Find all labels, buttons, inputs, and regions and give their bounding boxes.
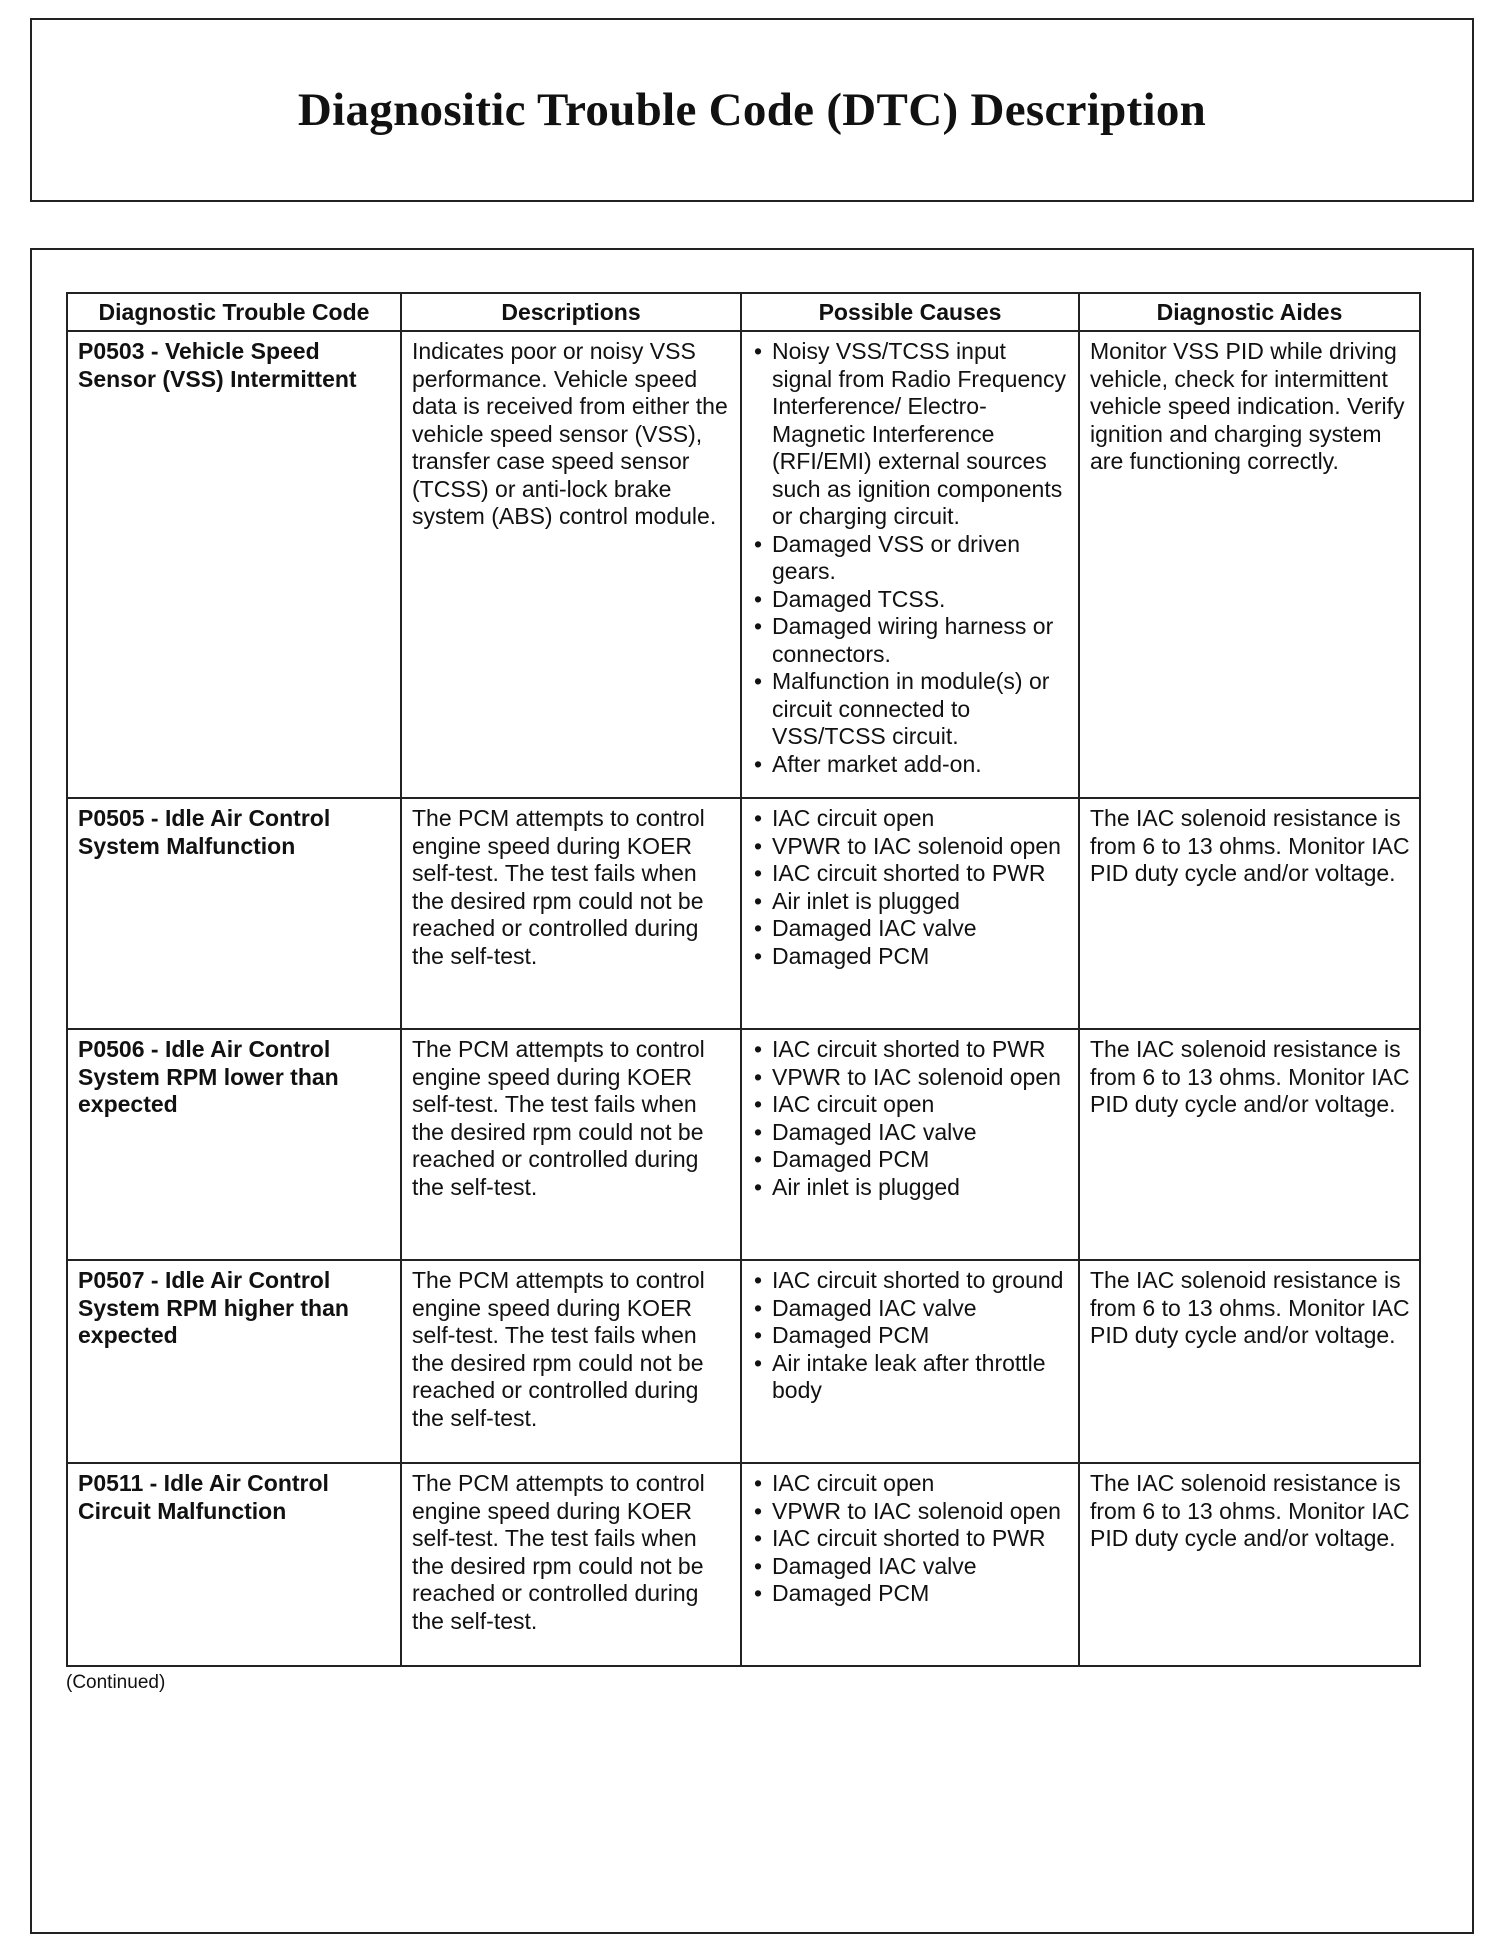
dtc-causes xyxy=(741,798,1079,1029)
header-row xyxy=(67,293,1420,331)
dtc-causes xyxy=(741,1260,1079,1463)
cause-item: • Air inlet is plugged xyxy=(752,888,1070,916)
cause-item: • Damaged IAC valve xyxy=(752,1553,1070,1581)
cause-item: • Air inlet is plugged xyxy=(752,1174,1070,1202)
cause-item: • IAC circuit open xyxy=(752,805,1070,833)
cause-item: • IAC circuit shorted to ground xyxy=(752,1267,1070,1295)
cause-item: • Damaged wiring harness or connectors. xyxy=(752,613,1070,668)
cause-item: • VPWR to IAC solenoid open xyxy=(752,1064,1070,1092)
table-row xyxy=(67,798,1420,1029)
title-box xyxy=(30,18,1474,202)
dtc-description: The PCM attempts to control engine speed during KOER self-test. The test fails when the desired rpm could not be reached or controlled during the self-test. xyxy=(401,1260,741,1463)
cause-item: • VPWR to IAC solenoid open xyxy=(752,833,1070,861)
dtc-aides: Monitor VSS PID while driving vehicle, check for intermittent vehicle speed indication. Verify ignition and charging system are functioning correctly. xyxy=(1079,331,1420,798)
cause-item: • After market add-on. xyxy=(752,751,1070,779)
cause-item: • Damaged PCM xyxy=(752,943,1070,971)
cause-item: • IAC circuit open xyxy=(752,1091,1070,1119)
cause-item: • IAC circuit shorted to PWR xyxy=(752,1525,1070,1553)
cause-item: • IAC circuit open xyxy=(752,1470,1070,1498)
cause-item: • Damaged IAC valve xyxy=(752,1119,1070,1147)
cause-item: • Noisy VSS/TCSS input signal from Radio Frequency Interference/ Electro-Magnetic Interference (RFI/EMI) external sources such as ignition components or charging circuit. xyxy=(752,338,1070,531)
dtc-description: Indicates poor or noisy VSS performance. Vehicle speed data is received from either the vehicle speed sensor (VSS), transfer case speed sensor (TCSS) or anti-lock brake system (ABS) control module. xyxy=(401,331,741,798)
dtc-code: P0507 - Idle Air Control System RPM higher than expected xyxy=(67,1260,401,1463)
table-row xyxy=(67,1260,1420,1463)
cause-item: • VPWR to IAC solenoid open xyxy=(752,1498,1070,1526)
table-row xyxy=(67,331,1420,798)
dtc-aides: The IAC solenoid resistance is from 6 to 13 ohms. Monitor IAC PID duty cycle and/or voltage. xyxy=(1079,1463,1420,1666)
dtc-description: The PCM attempts to control engine speed during KOER self-test. The test fails when the desired rpm could not be reached or controlled during the self-test. xyxy=(401,798,741,1029)
dtc-aides: The IAC solenoid resistance is from 6 to 13 ohms. Monitor IAC PID duty cycle and/or voltage. xyxy=(1079,1260,1420,1463)
dtc-causes xyxy=(741,1463,1079,1666)
header-aides: Diagnostic Aides xyxy=(1079,293,1420,331)
cause-item: • Air intake leak after throttle body xyxy=(752,1350,1070,1405)
table-row xyxy=(67,1463,1420,1666)
dtc-code: P0505 - Idle Air Control System Malfunction xyxy=(67,798,401,1029)
continued-note: (Continued) xyxy=(66,1672,166,1693)
dtc-code: P0503 - Vehicle Speed Sensor (VSS) Intermittent xyxy=(67,331,401,798)
dtc-aides: The IAC solenoid resistance is from 6 to 13 ohms. Monitor IAC PID duty cycle and/or voltage. xyxy=(1079,798,1420,1029)
content-box xyxy=(30,248,1474,1934)
dtc-causes xyxy=(741,331,1079,798)
dtc-aides: The IAC solenoid resistance is from 6 to 13 ohms. Monitor IAC PID duty cycle and/or voltage. xyxy=(1079,1029,1420,1260)
table-row xyxy=(67,1029,1420,1260)
cause-item: • Damaged PCM xyxy=(752,1580,1070,1608)
cause-item: • IAC circuit shorted to PWR xyxy=(752,860,1070,888)
cause-item: • Malfunction in module(s) or circuit connected to VSS/TCSS circuit. xyxy=(752,668,1070,751)
dtc-table xyxy=(66,292,1421,1667)
dtc-description: The PCM attempts to control engine speed during KOER self-test. The test fails when the desired rpm could not be reached or controlled during the self-test. xyxy=(401,1029,741,1260)
dtc-description: The PCM attempts to control engine speed during KOER self-test. The test fails when the desired rpm could not be reached or controlled during the self-test. xyxy=(401,1463,741,1666)
cause-item: • Damaged PCM xyxy=(752,1146,1070,1174)
cause-item: • Damaged IAC valve xyxy=(752,915,1070,943)
dtc-causes xyxy=(741,1029,1079,1260)
cause-item: • IAC circuit shorted to PWR xyxy=(752,1036,1070,1064)
dtc-code: P0506 - Idle Air Control System RPM lower than expected xyxy=(67,1029,401,1260)
page-title: Diagnositic Trouble Code (DTC) Description xyxy=(297,84,1207,136)
cause-item: • Damaged TCSS. xyxy=(752,586,1070,614)
header-descriptions: Descriptions xyxy=(401,293,741,331)
dtc-code: P0511 - Idle Air Control Circuit Malfunction xyxy=(67,1463,401,1666)
header-code: Diagnostic Trouble Code xyxy=(67,293,401,331)
cause-item: • Damaged IAC valve xyxy=(752,1295,1070,1323)
cause-item: • Damaged VSS or driven gears. xyxy=(752,531,1070,586)
header-causes: Possible Causes xyxy=(741,293,1079,331)
cause-item: • Damaged PCM xyxy=(752,1322,1070,1350)
